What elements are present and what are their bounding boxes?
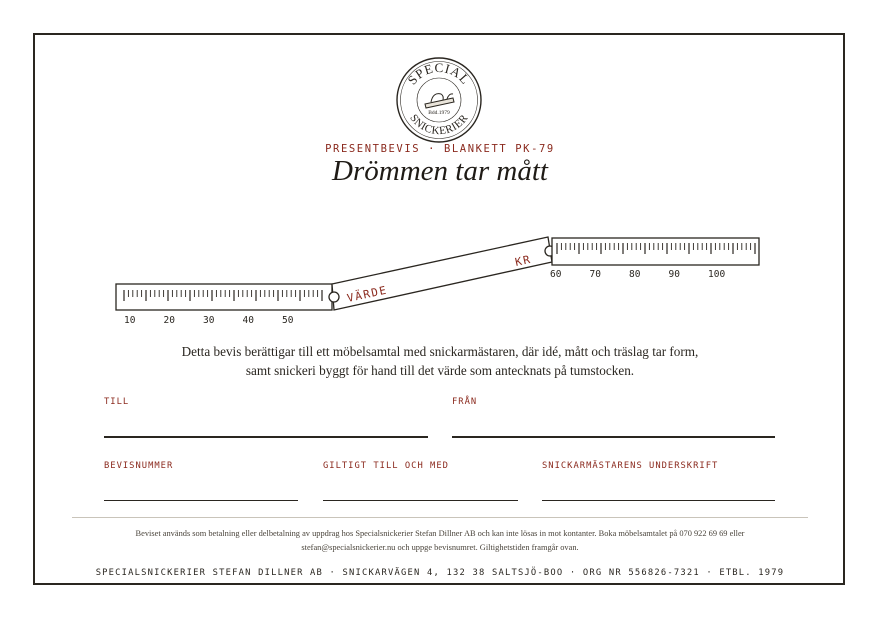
till-input-line[interactable] [104,436,428,438]
description-line-2: samt snickeri byggt för hand till det värde som antecknats på tumstocken. [245,363,635,378]
rule-tick-label: 20 [163,315,175,326]
rule-currency-label: KR [513,252,533,269]
rule-segment-middle [329,237,555,310]
fran-input-line[interactable] [452,436,775,438]
giltigt-input-line[interactable] [323,500,518,501]
fine-print-line-2: stefan@specialsnickerier.nu och uppge bevisnumret. Giltighetstiden framgår ovan. [301,543,579,552]
company-footer: SPECIALSNICKERIER STEFAN DILLNER AB · SNICKARVÄGEN 4, 132 38 SALTSJÖ-BOO · ORG NR 556826-7321 · ETBL. 1979 [95,568,785,578]
till-label: TILL [104,397,130,407]
rule-tick-label: 30 [203,315,215,326]
rule-hinge-left [329,292,339,302]
underskrift-input-line[interactable] [542,500,775,501]
footer-divider [72,517,808,518]
rule-tick-label: 70 [589,269,601,280]
fine-print-line-1: Beviset används som betalning eller delbetalning av uppdrag hos Specialsnickerier Stefan Dillner AB och kan inte lösas in mot kontanter. Boka möbelsamtalet på 070 922 69 69 eller [135,529,745,538]
underskrift-label: SNICKARMÄSTARENS UNDERSKRIFT [542,461,719,471]
rule-tick-label: 10 [124,315,136,326]
bevisnummer-input-line[interactable] [104,500,298,501]
certificate-eyebrow: PRESENTBEVIS · BLANKETT PK-79 [325,143,555,155]
bevisnummer-label: BEVISNUMMER [104,461,174,471]
page-title: Drömmen tar mått [332,155,548,187]
fran-label: FRÅN [452,397,478,407]
rule-tick-label: 60 [550,269,562,280]
rule-tick-label: 80 [629,269,641,280]
description-line-1: Detta bevis berättigar till ett möbelsamtal med snickarmästaren, där idé, mått och träslag tar form, [181,344,699,359]
rule-tick-label: 50 [282,315,294,326]
certificate-description [120,342,760,380]
rule-tick-label: 100 [708,269,726,280]
logo-center-text: Bdd.1979 [428,110,450,116]
rule-tick-label: 40 [242,315,254,326]
rule-segment-right [552,238,759,265]
logo-ring-bottom-text: SNICKERIER [407,112,471,138]
rule-value-label: VÄRDE [345,283,389,305]
giltigt-label: GILTIGT TILL OCH MED [323,461,449,471]
rule-tick-label: 90 [668,269,680,280]
logo-ring-top-text: SPECIAL [404,59,474,88]
fine-print [70,527,810,555]
